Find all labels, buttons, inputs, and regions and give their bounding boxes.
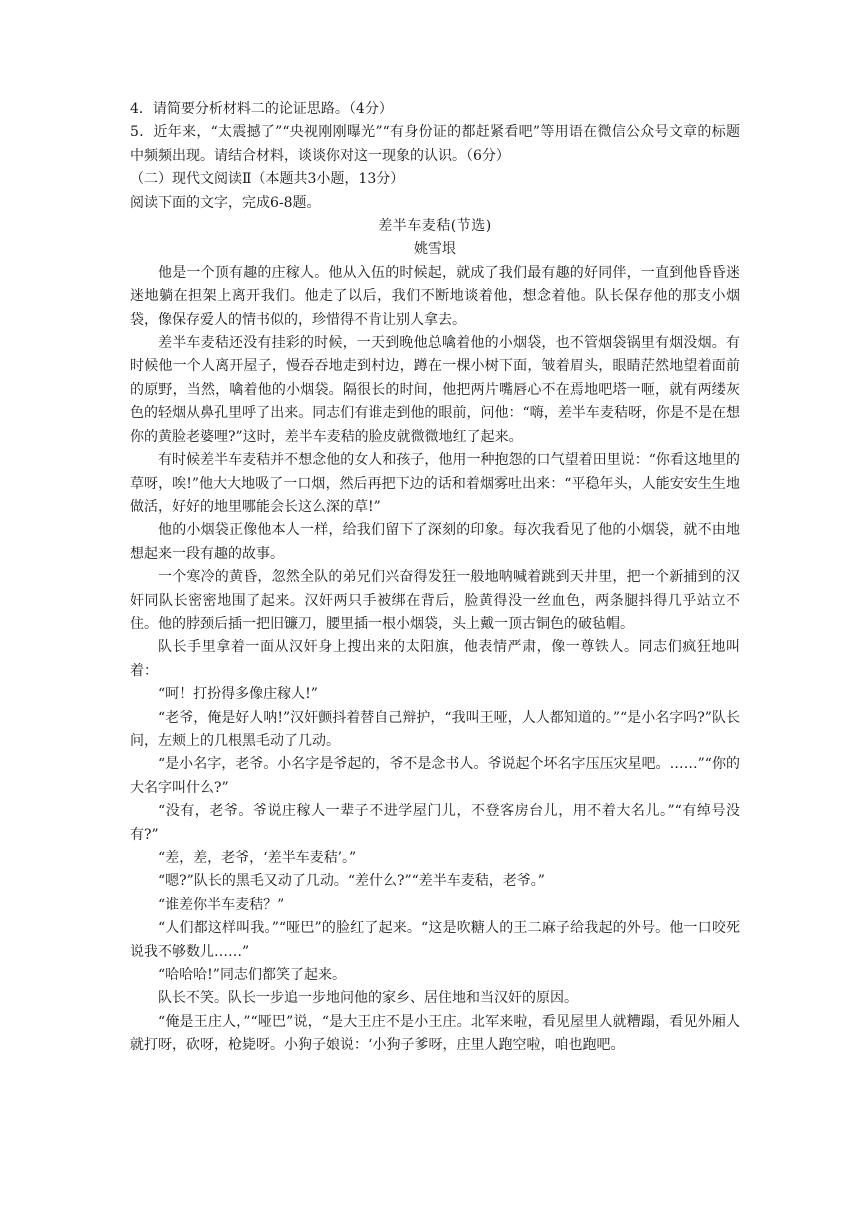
article-paragraph: “差，差，老爷，‘差半车麦秸’。” xyxy=(158,850,357,866)
article-author: 姚雪垠 xyxy=(414,241,456,258)
article-paragraph: 队长不笑。队长一步追一步地问他的家乡、居住地和当汉奸的原因。 xyxy=(158,990,578,1007)
article-paragraph: “没有，老爷。爷说庄稼人一辈子不进学屋门儿，不登客房台儿，用不着大名儿。”“有绰号没有?” xyxy=(130,803,740,843)
article-paragraph: “俺是王庄人，”“哑巴”说，“是大王庄不是小王庄。北军来啦，看见屋里人就糟蹋，看见外厢人就打呀，砍呀，枪毙呀。小狗子娘说：‘小狗子爹呀，庄里人跑空啦，咱也跑吧。 xyxy=(130,1013,740,1054)
article-paragraph: “是小名字，老爷。小名字是爷起的，爷不是念书人。爷说起个坏名字压压灾星吧。……”“你的大名字叫什么?” xyxy=(130,756,740,796)
article-paragraph: 他的小烟袋正像他本人一样，给我们留下了深刻的印象。每次我看见了他的小烟袋，就不由地想起来一段有趣的故事。 xyxy=(130,522,740,562)
article-paragraph: “哈哈哈!”同志们都笑了起来。 xyxy=(158,967,346,984)
article-paragraph: 他是一个顶有趣的庄稼人。他从入伍的时候起，就成了我们最有趣的好同伴，一直到他昏昏迷迷地躺在担架上离开我们。他走了以后，我们不断地谈着他，想念着他。队长保存他的那支小烟袋，像保存爱人的情书似的，珍惜得不肯让别人拿去。 xyxy=(130,264,740,328)
document-page xyxy=(130,98,740,1058)
article-paragraph: “嗯?”队长的黑毛又动了几动。“差什么?”“差半车麦秸，老爷。” xyxy=(158,873,545,890)
question-4: 4．请简要分析材料二的论证思路。（4分） xyxy=(130,101,393,117)
article-paragraph: “老爷，俺是好人呐!”汉奸颤抖着替自己辩护，“我叫王哑，人人都知道的。”“是小名字吗?”队长问，左颊上的几根黑毛动了几动。 xyxy=(130,709,740,749)
article-paragraph: 一个寒冷的黄昏，忽然全队的弟兄们兴奋得发狂一般地呐喊着跳到天井里，把一个新捕到的汉奸同队长密密地围了起来。汉奸两只手被绑在背后，脸黄得没一丝血色，两条腿抖得几乎站立不住。他的脖颈后插一把旧镰刀，腰里插一根小烟袋，头上戴一顶古铜色的破毡帽。 xyxy=(130,569,740,632)
section-heading: （二）现代文阅读Ⅱ（本题共3小题，13分） xyxy=(130,171,405,188)
question-5: 5．近年来，“太震撼了”“央视刚刚曝光”“有身份证的都赶紧看吧”等用语在微信公众号文章的标题中频频出现。请结合材料，谈谈你对这一现象的认识。（6分） xyxy=(130,124,740,164)
article-paragraph: “谁差你半车麦秸？” xyxy=(158,896,285,913)
article-paragraph: 队长手里拿着一面从汉奸身上搜出来的太阳旗，他表情严肃，像一尊铁人。同志们疯狂地叫着： xyxy=(130,639,740,679)
article-paragraph: “人们都这样叫我。”“哑巴”的脸红了起来。“这是吹糖人的王二麻子给我起的外号。他一口咬死说我不够数儿……” xyxy=(130,920,740,960)
section-instruction: 阅读下面的文字，完成6-8题。 xyxy=(130,194,321,211)
article-paragraph: 有时候差半车麦秸并不想念他的女人和孩子，他用一种抱怨的口气望着田里说：“你看这地里的草呀，唉!”他大大地吸了一口烟，然后再把下边的话和着烟雾吐出来：“平稳年头，人能安安生生地做活，好好的地里哪能会长这么深的草!” xyxy=(130,452,740,515)
article-paragraph: 差半车麦秸还没有挂彩的时候，一天到晚他总噙着他的小烟袋，也不管烟袋锅里有烟没烟。有时候他一个人离开屋子，慢吞吞地走到村边，蹲在一棵小树下面，皱着眉头，眼睛茫然地望着面前的原野，当然，噙着他的小烟袋。隔很长的时间，他把两片嘴唇心不在焉地吧塔一咂，就有两缕灰色的轻烟从鼻孔里呼了出来。同志们有谁走到他的眼前，问他：“嗨，差半车麦秸呀，你是不是在想你的黄脸老婆哩?”这时，差半车麦秸的脸皮就微微地红了起来。 xyxy=(130,335,740,445)
article-paragraph: “呵！打扮得多像庄稼人!” xyxy=(158,686,318,703)
article-title: 差半车麦秸(节选) xyxy=(378,218,492,235)
